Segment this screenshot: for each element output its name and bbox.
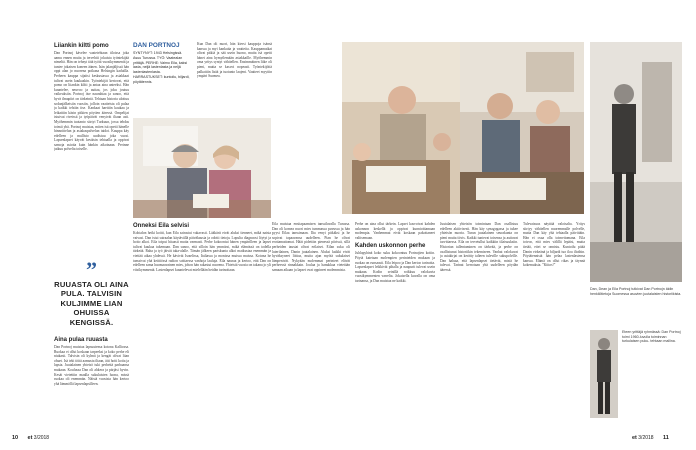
caption-2 (622, 330, 682, 418)
left-page-column-1c (54, 336, 129, 432)
photo-reading-table (342, 42, 460, 214)
right-page-column-2 (355, 222, 435, 432)
issue-left: 3/2018 (33, 435, 50, 441)
magazine-logo-right: et (632, 435, 637, 441)
left-page-column-3 (197, 42, 272, 114)
issue-right: 3/2018 (638, 435, 654, 441)
photo-vintage-model (590, 42, 682, 282)
reading-photo-illustration (342, 42, 460, 214)
right-page-column-3 (440, 222, 518, 432)
factbox-text: SYNTYNYT: 1943 Helsingissä. Asuu Turussa. TYÖ: Vaatealan yrittäjä. PERHE: Vaimo Eila, kaksi lasta, neljä lastenlasta ja neljä lastenlastenlasta. HARRASTUKSET: kuntoilu, biljardi, pöytätennis. (133, 51, 190, 84)
section-heading-onneksi: Onneksi Eila selvisi (133, 223, 190, 229)
body-text-right-col2b: Juhlapyhinä koko suku kokoontuu Portnojien kotiin. Pöytä katetaan molempien perinteiden mukaan ja ruokaa on runsaasti. Eila leipoo ja Dan kertoo tarinoita. Lapsenlapset leikkivät pihalla ja naapurit tulevat usein mukaan. Kodin seinillä roikkuu valokuvia vuosikymmenten varrelta. Jokaisella kuvalla on oma tarinansa, ja Dan muistaa ne kaikki. (355, 251, 435, 283)
family-photo-illustration (460, 42, 584, 214)
factbox-name: DAN PORTNOJ (133, 42, 180, 49)
pull-quote-text: RUUASTA OLI AINA PULA. TALVISIN KULJIMME LIAN OHUISSA KENGISSÄ. (54, 280, 129, 327)
fashion-model-illustration (590, 330, 618, 418)
body-text-right-col3: Juutalaisen yhteisön toimintaan Dan osallistuu edelleen aktiivisesti. Hän käy synagogassa ja tukee yhteisön nuoria. Turun juutalainen seurakunta on pieni mutta tiivis. Kaikki tuntevat toisensa ja auttavat tarvittaessa. Eila on tervetullut kaikkiin tilaisuuksiin. Historian tallentaminen on tärkeää, ja perhe on osallistunut historiikin tekemiseen. Vanhat valokuvat ja asiakirjat on kerätty talteen tuleville sukupolville. Dan haluaa, että lapsenlapset tietävät, mistä he tulevat. Tarinat kerrotaan yhä uudelleen pöydän ääressä. (440, 222, 518, 272)
left-page-column-1 (54, 42, 129, 250)
body-text-left-col2: Kohtalon hetki koitti, kun Eila sairastui vakavasti. Lääkärit eivät aluksi tienneet, mikä naista vaivasi. Dan istui sairaalan käytävällä päiväkausia ja odotti tietoja. Lopulta diagnoosi löytyi ja hoito alkoi. Eila toipui hitaasti mutta varmasti. Perhe kokoontui hänen ympärilleen ja lapset tulivat kaukaa tukemaan. Dan sanoo, että silloin hän ymmärsi, mikä elämässä on todella tärkeää. Raha ja työ jäivät taka-alalle. Tämän jälkeen pariskunta alkoi matkustaa enemmän ja viettää aikaa yhdessä. He kävivät Israelissa, Italiassa ja monissa muissa maissa. Kotona he tanssivat yhä keittiössä radion soittaessa vanhoja lauluja. Eila nauraa ja kertoo, että Dan on edelleen sama huomaavainen mies, johon hän rakastui nuorena. Yhteisiä vuosia on takana jo yli viisikymmentä. Lastenlapset kuuntelevat mielellään heidän tarinoitaan. (133, 231, 271, 272)
right-page-number (632, 435, 669, 441)
caption-text-2: Eteen yrittäjä ryhmässä: Dan Portnoj toimi 1960-luvulla toiminnan turkulaisen puku- tehtaan mallina. (622, 330, 681, 344)
body-text-right-col2a: Perhe on aina ollut tärkein. Lapset kasvoivat kahden uskonnon keskellä ja oppivat kunnioittamaan molempia. Vanhemmat eivät koskaan pakottaneet valitsemaan. (355, 222, 435, 240)
vintage-photo-illustration (590, 42, 682, 282)
magazine-logo-left: et (27, 435, 33, 441)
page-number-left: 10 (12, 435, 19, 441)
body-text-right-col1: Eila muistaa ensitapaamisen tanssilavalla Turussa. Dan oli komea nuori mies tummassa puvussa ja hän pyysi Eilaa tanssimaan. Ilta venyi pitkäksi ja he sopivat tapaavansa uudelleen. Pian he olivat erottamattomat. Häät pidettiin pienessä piirissä, sillä perheiden taustat olivat erilaiset. Eilan suku oli luterilainen, Danin juutalainen. Aluksi kaikki eivät hyväksyneet liittoa, mutta ajan myötä sukulaiset lämpenivät. Nykyään molemmat perinteet elävät perheessä rinnakkain. Joulua ja hanukkaa vietetään samaan aikaan ja lapset ovat oppineet molemmista. (272, 222, 350, 272)
body-text-left-col1: Dan Portnoj kävelee vaatetehtaan tiloissa joka aamu ennen muita ja tervehtii jokaista työntekijää nimeltä. Hän on tehnyt tätä työtä vuosikymmeniä ja tuntee jokaisen koneen äänen. Isän jalanjäljissä hän oppi alan jo nuorena poikana Helsingin kaduilla. Perheen kauppa sijaitsi keskustassa ja asiakkaat tulivat usein kaukaakin. Työntekijät kertovat, että pomo on liiankin kiltti ja antaa aina anteeksi. Hän kuuntelee, neuvoo ja auttaa, jos joku joutuu vaikeuksiin. Portnoj itse naurahtaa ja sanoo, että hyvä ilmapiiri on tärkeintä. Tehtaan historia ulottuu sodanjälkeisiin vuosiin, jolloin vaatteista oli pulaa ja kaikki tehtiin itse. Kankaat haettiin kaukaa ja leikattiin käsin pitkien pöytien ääressä. Ompelijat istuivat riveissä ja työpäivät venyivät iltaan asti. Myöhemmin tuotanto siirtyi Turkuun, jossa tehdas toimii yhä. Portnoj muistaa, miten isä opetti hänelle hinnoittelun ja asiakaspalvelun taidot. Kauppa käy edelleen ja mallisto uudistuu joka vuosi. Lapsenlapset käyvät kesäisin tehtaalla ja oppivat samoja asioita kuin hänkin aikoinaan. Perinne jatkuu polvelta toiselle. (54, 51, 129, 152)
body-text-right-col4: Tulevaisuus näyttää valoisalta. Yritys siirtyy vähitellen nuoremmalle polvelle, mutta Dan käy yhä tehtaalla päivittäin. Hän ei osaa olla toimettomana. Eila toivoo, että mies välillä lepäisi, mutta tietää, ettei se onnistu. Kuntoilu pitää Danin virkeänä ja biljardi tuo iloa iltoihin. Pöytätennistä hän pelaa lastenlastensa kanssa. Elämä on ollut rikas ja täynnä kokemuksia. ”Kiitos!” (523, 222, 585, 268)
caption-1 (590, 287, 682, 327)
photo-family-at-desk (460, 42, 584, 214)
right-page-column-1 (272, 222, 350, 432)
body-text-left-col1c: Dan Portnoj muistaa lapsuutensa kotona Kalliossa. Ruokaa ei ollut koskaan tarpeeksi ja koko perhe eli niukasti. Talvisin oli kylmä ja kengät olivat liian ohuet. Isä teki töitä aamusta iltaan, äiti hoiti kotia ja lapsia. Juutalainen yhteisö tuki perheitä parhaansa mukaan. Koulussa Dan oli ahkera ja pärjäsi hyvin. Kesät vietettiin maalla sukulaisten luona, missä ruokaa oli enemmän. Näistä vuosista hän kertoo yhä lämmöllä lapsenlapsilleen. (54, 345, 129, 386)
caption-text-1: Dan, Dean ja Eila Portnoj tutkivat Dan Portnojn äidin henkilötietoja Suomessa asuvien juutalaisten historiikista. (590, 287, 682, 296)
left-page-number (12, 435, 49, 441)
couple-photo-illustration (133, 118, 271, 218)
section-heading-kahden-uskonnon: Kahden uskonnon perhe (355, 243, 426, 250)
page-number-right: 11 (662, 435, 669, 441)
photo-fashion-model (590, 330, 618, 418)
section-heading-aina-pulaa: Aina pulaa ruuasta (54, 337, 108, 343)
quote-mark-icon: ” (86, 262, 97, 282)
left-page-column-1b (54, 252, 129, 262)
right-page-column-4 (523, 222, 585, 432)
section-heading-liiankin: Liiankin kiltti pomo (54, 43, 109, 49)
pull-quote (54, 262, 129, 330)
left-page-column-2 (133, 222, 271, 432)
body-text-left-col3: Kun Dan oli nuori, hän kiersi kauppoja isänsä kanssa ja myi kankaita ja vaatteita. Kauppamatkat olivat pitkiä ja sää usein huono, mutta isä opetti hänet aina hymyilemään asiakkaille. Myöhemmin oma yritys syntyi vähitellen. Ensimmäinen liike oli pieni, mutta se kasvoi nopeasti. Työntekijöitä palkattiin lisää ja tuotanto laajeni. Vaatteet myytiin ympäri Suomea. (197, 42, 272, 79)
photo-dan-and-eila (133, 118, 271, 218)
factbox (133, 42, 191, 114)
